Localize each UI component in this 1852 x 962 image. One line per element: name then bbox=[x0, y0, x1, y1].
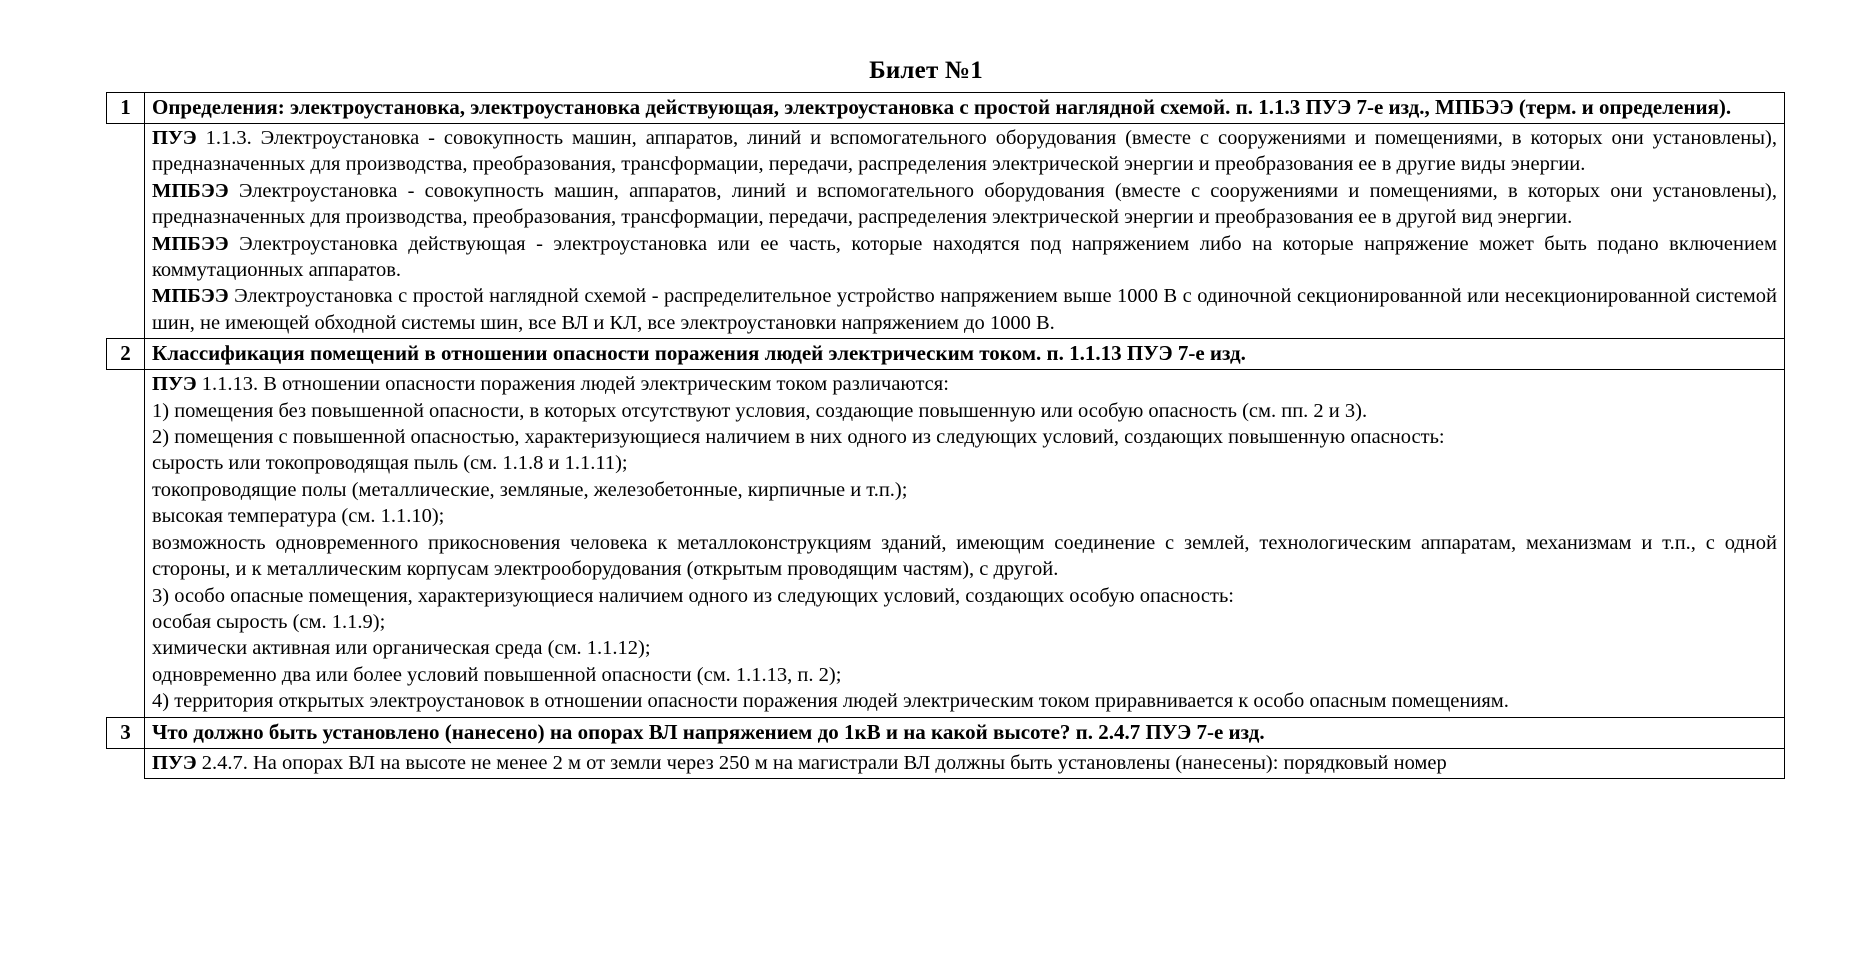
item-answer bbox=[145, 748, 1785, 778]
answer-paragraph bbox=[152, 283, 1777, 336]
answer-paragraph bbox=[152, 125, 1777, 178]
paragraph-text: Электроустановка с простой наглядной схемой - распределительное устройство напряжением выше 1000 В с одиночной секционированной или несекционированной системой шин, не имеющей обходной системы шин, все ВЛ и КЛ, все электроустановки напряжением до 1000 В. bbox=[152, 285, 1777, 334]
paragraph-text: Электроустановка - совокупность машин, аппаратов, линий и вспомогательного оборудования (вместе с сооружениями и помещениями, в которых они установлены), предназначенных для производства, преобразования, трансформации, передачи, распределения электрической энергии и преобразования ее в другой вид энергии. bbox=[152, 179, 1777, 229]
item-number: 1 bbox=[107, 93, 145, 124]
answer-paragraph bbox=[152, 178, 1777, 231]
page-title: Билет №1 bbox=[869, 57, 983, 84]
answer-paragraph: особая сырость (см. 1.1.9); bbox=[152, 610, 386, 633]
ticket-table bbox=[106, 92, 1785, 779]
item-question: Классификация помещений в отношении опасности поражения людей электрическим током. п. 1.1.13 ПУЭ 7-е изд. bbox=[145, 339, 1785, 370]
answer-paragraph: токопроводящие полы (металлические, земляные, железобетонные, кирпичные и т.п.); bbox=[152, 478, 908, 501]
answer-paragraph: 1) помещения без повышенной опасности, в которых отсутствуют условия, создающие повышенную или особую опасность (см. пп. 2 и 3). bbox=[152, 399, 1368, 422]
item-answer bbox=[145, 370, 1785, 717]
paragraph-text: Электроустановка действующая - электроустановка или ее часть, которые находятся под напряжением либо на которые напряжение может быть подано включением коммутационных аппаратов. bbox=[152, 232, 1778, 282]
spacer-cell bbox=[107, 370, 145, 717]
source-label: МПБЭЭ bbox=[152, 179, 229, 202]
answer-paragraph bbox=[152, 750, 1777, 776]
answer-paragraph: высокая температура (см. 1.1.10); bbox=[152, 505, 445, 528]
answer-paragraph: одновременно два или более условий повышенной опасности (см. 1.1.13, п. 2); bbox=[152, 663, 842, 686]
answer-paragraph bbox=[152, 371, 1777, 397]
spacer-cell bbox=[107, 748, 145, 778]
table-row bbox=[107, 93, 1785, 124]
answer-paragraph: 4) территория открытых электроустановок в отношении опасности поражения людей электрическим током приравнивается к особо опасным помещениям. bbox=[152, 690, 1509, 713]
table-row bbox=[107, 370, 1785, 717]
answer-paragraph: 2) помещения с повышенной опасностью, характеризующиеся наличием в них одного из следующих условий, создающих повышенную опасность: bbox=[152, 426, 1445, 449]
paragraph-text: 1.1.13. В отношении опасности поражения людей электрическим током различаются: bbox=[201, 373, 949, 396]
table-row bbox=[107, 339, 1785, 370]
item-question: Что должно быть установлено (нанесено) на опорах ВЛ напряжением до 1кВ и на какой высоте? п. 2.4.7 ПУЭ 7-е изд. bbox=[145, 717, 1785, 748]
answer-paragraph: сырость или токопроводящая пыль (см. 1.1.8 и 1.1.11); bbox=[152, 452, 628, 475]
source-label: МПБЭЭ bbox=[152, 285, 229, 308]
answer-paragraph bbox=[152, 231, 1777, 284]
table-row bbox=[107, 717, 1785, 748]
item-answer bbox=[145, 124, 1785, 339]
paragraph-text: 1.1.3. Электроустановка - совокупность машин, аппаратов, линий и вспомогательного оборудования (вместе с сооружениями и помещениями, в которых они установлены), предназначенных для производства, преобразования, трансформации, передачи, распределения электрической энергии и преобразования ее в другие виды энергии. bbox=[152, 127, 1777, 176]
item-number: 2 bbox=[107, 339, 145, 370]
table-row bbox=[107, 748, 1785, 778]
answer-paragraph: возможность одновременного прикосновения человека к металлоконструкциям зданий, имеющим соединение с землей, технологическим аппаратам, механизмам и т.п., с одной стороны, и к металлическим корпусам электрооборудования (открытым проводящим частям), с другой. bbox=[152, 531, 1777, 581]
item-question: Определения: электроустановка, электроустановка действующая, электроустановка с простой наглядной схемой. п. 1.1.3 ПУЭ 7-е изд., МПБЭЭ (терм. и определения). bbox=[145, 93, 1785, 124]
item-number: 3 bbox=[107, 717, 145, 748]
source-label: ПУЭ bbox=[152, 751, 197, 774]
paragraph-text: 2.4.7. На опорах ВЛ на высоте не менее 2 м от земли через 250 м на магистрали ВЛ должны быть установлены (нанесены): порядковый номер bbox=[201, 751, 1447, 774]
source-label: МПБЭЭ bbox=[152, 232, 229, 255]
spacer-cell bbox=[107, 124, 145, 339]
answer-paragraph: химически активная или органическая среда (см. 1.1.12); bbox=[152, 637, 651, 660]
table-row bbox=[107, 124, 1785, 339]
ticket-table-body bbox=[107, 93, 1785, 779]
source-label: ПУЭ bbox=[152, 373, 197, 396]
source-label: ПУЭ bbox=[152, 127, 197, 149]
answer-paragraph: 3) особо опасные помещения, характеризующиеся наличием одного из следующих условий, создающих особую опасность: bbox=[152, 584, 1234, 607]
